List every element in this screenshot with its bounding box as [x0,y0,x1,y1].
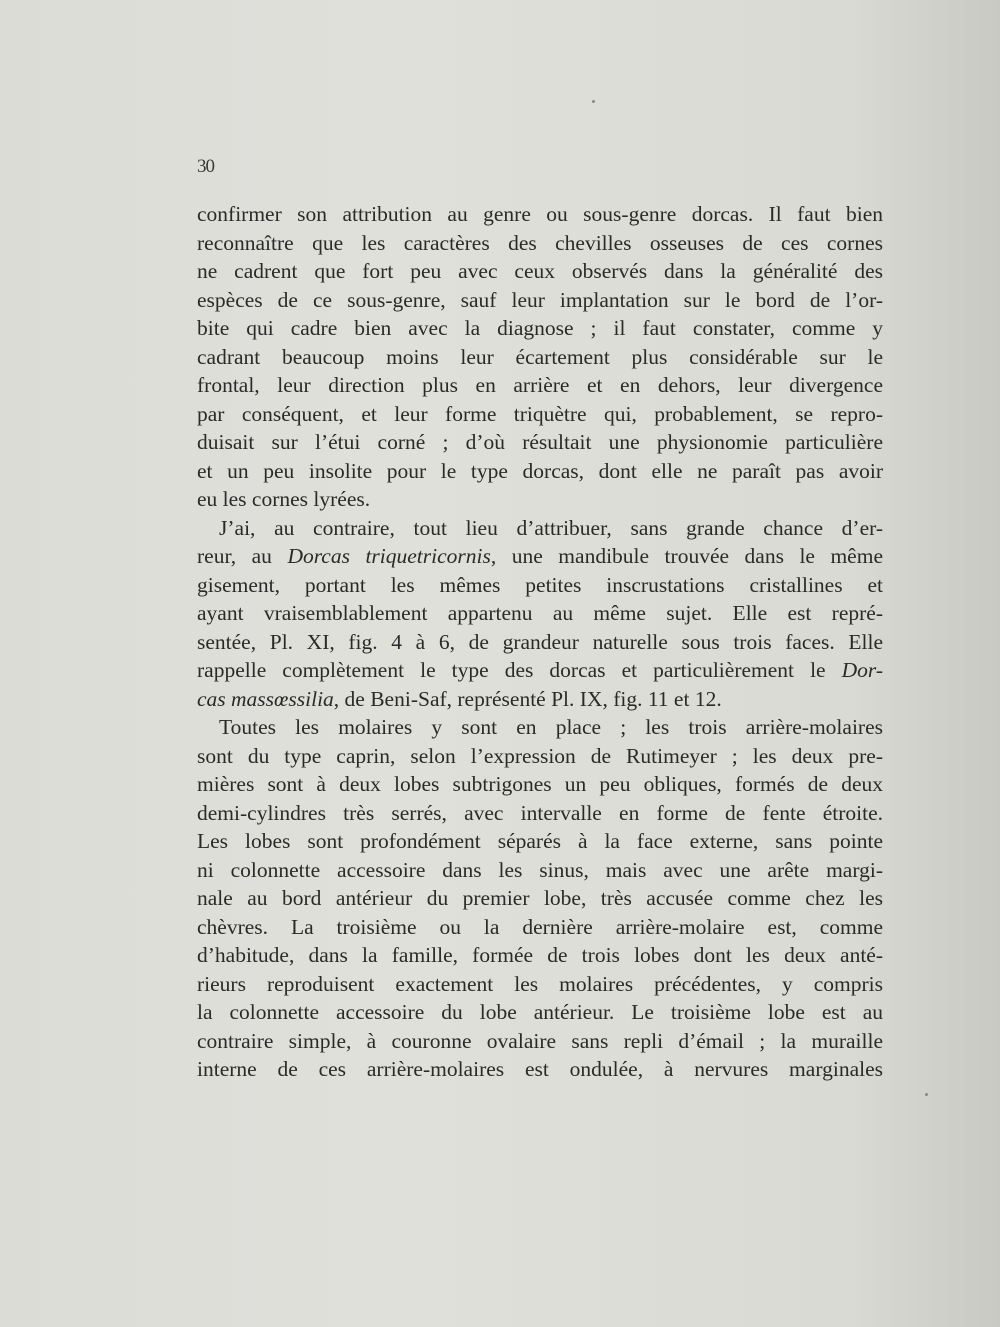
paper-speck [925,1093,928,1096]
text-line: et un peu insolite pour le type dorcas, dont elle ne paraît pas avoir [197,458,883,483]
text-line: interne de ces arrière-molaires est ondulée, à nervures marginales [197,1057,883,1081]
text-line: rappelle complètement le type des dorcas et particulièrement le Dor- [197,658,883,682]
paper-speck [592,100,595,103]
text-line: la colonnette accessoire du lobe antérieur. Le troisième lobe est au [197,1000,883,1024]
body-text [197,200,883,1084]
text-line: ne cadrent que fort peu avec ceux observés dans la généralité des [197,259,883,283]
text-line: cas massœssilia, de Beni-Saf, représenté Pl. IX, fig. 11 et 12. [197,686,722,711]
text-line: espèces de ce sous-genre, sauf leur implantation sur le bord de l’or- [197,287,883,312]
text-line: contraire simple, à couronne ovalaire sans repli d’émail ; la muraille [197,1028,883,1053]
text-line: ayant vraisemblablement appartenu au même sujet. Elle est repré- [197,601,883,625]
text-line: eu les cornes lyrées. [197,487,371,511]
text-line: Les lobes sont profondément séparés à la face externe, sans pointe [197,829,883,853]
text-line: par conséquent, et leur forme triquètre qui, probablement, se repro- [197,401,883,426]
text-line: ni colonnette accessoire dans les sinus, mais avec une arête margi- [197,857,883,882]
text-line: nale au bord antérieur du premier lobe, très accusée comme chez les [197,886,883,910]
text-line: d’habitude, dans la famille, formée de trois lobes dont les deux anté- [197,943,883,967]
species-name: Dorcas triquetricornis [287,544,491,568]
text-line: reur, au Dorcas triquetricornis, une mandibule trouvée dans le même [197,544,883,568]
text-line: reconnaître que les caractères des chevilles osseuses de ces cornes [197,230,883,255]
text-line: Toutes les molaires y sont en place ; les trois arrière-molaires [219,715,883,739]
page-number: 30 [197,156,214,177]
text-line: J’ai, au contraire, tout lieu d’attribuer, sans grande chance d’er- [219,515,883,540]
text-line: rieurs reproduisent exactement les molaires précédentes, y compris [197,971,883,996]
species-name: Dor- [841,658,883,682]
text-line: sont du type caprin, selon l’expression de Rutimeyer ; les deux pre- [197,743,883,768]
text-line: confirmer son attribution au genre ou sous-genre dorcas. Il faut bien [197,202,883,226]
text-line: chèvres. La troisième ou la dernière arrière-molaire est, comme [197,914,883,939]
text-line: cadrant beaucoup moins leur écartement plus considérable sur le [197,344,883,369]
text-line: gisement, portant les mêmes petites inscrustations cristallines et [197,572,883,597]
text-line: mières sont à deux lobes subtrigones un peu obliques, formés de deux [197,772,883,796]
text-line: frontal, leur direction plus en arrière et en dehors, leur divergence [197,373,883,397]
text-line: duisait sur l’étui corné ; d’où résultait une physionomie particulière [197,430,883,454]
species-name: cas massœssilia [197,686,334,711]
text-line: bite qui cadre bien avec la diagnose ; il faut constater, comme y [197,316,883,340]
text-line: demi-cylindres très serrés, avec intervalle en forme de fente étroite. [197,800,883,825]
text-line: sentée, Pl. XI, fig. 4 à 6, de grandeur naturelle sous trois faces. Elle [197,629,883,654]
